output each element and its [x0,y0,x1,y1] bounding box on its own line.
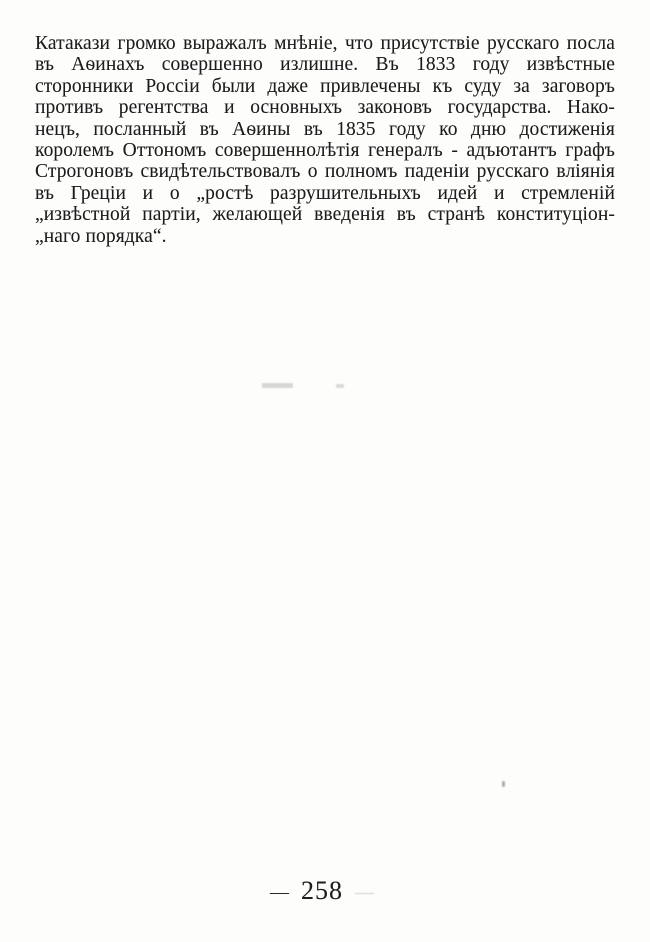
text-line: въ Аѳинахъ совершенно излишне. Въ 1833 году извѣстные [35,54,615,76]
text-line: Строгоновъ свидѣтельствовалъ о полномъ паденіи русскаго вліянія [35,161,615,183]
body-paragraph [35,33,615,247]
text-line: въ Греціи и о „ростѣ разрушительныхъ идей и стремленій [35,182,615,204]
right-dash-faded: — [355,882,373,903]
ink-bleed-artifact [336,384,344,388]
text-line: королемъ Оттономъ совершеннолѣтія генералъ - адъютантъ графъ [35,139,615,161]
text-line: Катакази громко выражалъ мнѣніе, что присутствіе русскаго посла [35,33,615,54]
left-dash: — [270,882,288,903]
text-line: противъ регентства и основныхъ законовъ государства. Нако- [35,97,615,119]
ink-speck-artifact [502,781,505,787]
page-number-row [0,876,650,912]
ink-bleed-artifact [262,383,293,388]
text-line: нецъ, посланный въ Аѳины въ 1835 году ко дню достиженія [35,118,615,140]
text-line: сторонники Россіи были даже привлечены къ суду за заговоръ [35,75,615,97]
text-line: „наго порядка“. [35,225,167,247]
text-line: „извѣстной партіи, желающей введенія въ странѣ конституціон- [35,204,615,226]
page-number: 258 [301,876,343,905]
